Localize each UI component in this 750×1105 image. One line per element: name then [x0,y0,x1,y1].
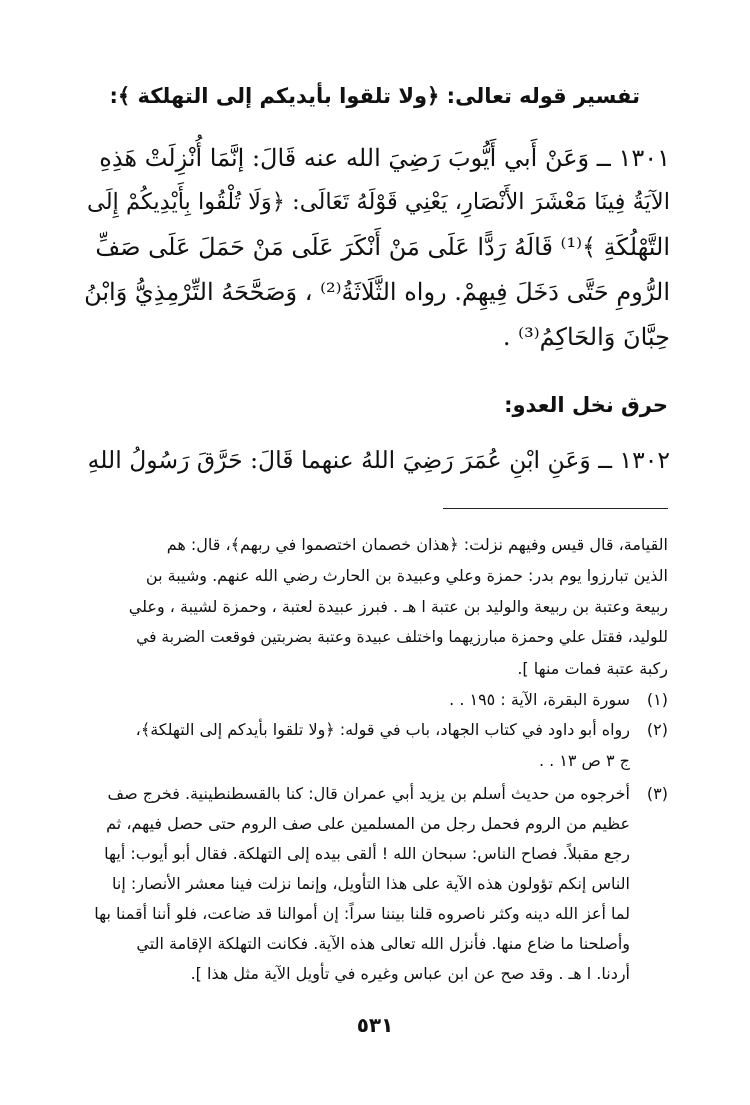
hadith-line: ١٣٠٢ ــ وَعَنِ ابْنِ عُمَرَ رَضِيَ اللهُ عنهما قَالَ: حَرَّقَ رَسُولُ اللهِ [87,446,670,474]
footnote-line: لما أعز الله دينه وكثر ناصروه قلنا بيننا سراً: إن أموالنا قد ضاعت، فلو أننا أقمنا بها [94,904,630,923]
section-heading: تفسير قوله تعالى: ﴿ولا تلقوا بأيديكم إلى التهلكة ﴾: [109,84,640,108]
footnote-line: الناس إنكم تؤولون هذه الآية على هذا التأويل، وإنما نزلت فينا معشر الأنصار: إنا [111,874,630,893]
footnote-number: (٢) [646,720,668,739]
footnote-line: رجع مقبلاً. فصاح الناس: سبحان الله ! ألقى بيده إلى التهلكة. فقال أبو أيوب: أيها [104,844,630,863]
footnote-item [78,720,668,780]
footnote-line: أردنا. ا هـ . وقد صح عن ابن عباس وغيره في تأويل الآية مثل هذا ]. [190,964,630,983]
footnote-line: وأصلحنا ما ضاع منها. فأنزل الله تعالى هذه الآية. فكانت التهلكة الإقامة التي [136,934,630,953]
page-number: ٥٣١ [356,1013,394,1037]
footnote-item [78,690,668,718]
footnote-separator [443,508,668,509]
section-heading: حرق نخل العدو: [504,393,668,417]
footnote-line: أخرجوه من حديث أسلم بن يزيد أبي عمران قال: كنا بالقسطنطينية. فخرج صف [107,784,630,803]
footnote-line: للوليد، فقتل علي وحمزة مبارزيهما واختلف عبيدة وعتبة بضربتين فوقعت الضربة في [136,628,668,646]
footnote-number: (١) [646,690,668,709]
footnote-line: عظيم من الروم فحمل رجل من المسلمين على صف الروم حتى حصل فيهم، ثم [106,814,630,833]
footnote-line: ركبة عتبة فمات منها ]. [517,659,668,678]
hadith-line: الآيَةُ فِينَا مَعْشَرَ الأَنْصَارِ، يَعْنِي قَوْلَهُ تَعَالَى: ﴿وَلَا تُلْقُوا بِأَيْدِيكُمْ إِلَى [86,189,670,215]
footnote-line: رواه أبو داود في كتاب الجهاد، باب في قوله: ﴿ولا تلقوا بأيدكم إلى التهلكة﴾، [135,720,630,739]
footnote-line: سورة البقرة، الآية : ١٩٥ . . [449,690,630,709]
footnote-line: ربيعة وعتبة بن ربيعة والوليد بن عتبة ا هـ . فبرز عبيدة لعتبة ، وحمزة لشيبة ، وعلي [128,597,668,616]
footnote-line: الذين تبارزوا يوم بدر: حمزة وعلي وعبيدة بن الحارث رضي الله عنهم. وشيبة بن [145,566,668,585]
footnote-line: القيامة، قال قيس وفيهم نزلت: ﴿هذان خصمان اختصموا في ربهم﴾، قال: هم [166,535,668,554]
footnote-number: (٣) [646,784,668,803]
hadith-line: التَّهْلُكَةِ ﴾⁽¹⁾ قَالَهُ رَدًّا عَلَى مَنْ أَنْكَرَ عَلَى مَنْ حَمَلَ عَلَى صَفِّ [95,233,670,261]
footnote-item [78,784,668,994]
footnote-line: ج ٣ ص ١٣ . . [538,751,630,770]
hadith-line: الرُّومِ حَتَّى دَخَلَ فِيهِمْ. رواه الثَّلَاثَةُ⁽²⁾ ، وَصَحَّحَهُ التِّرْمِذِيُّ وَابْنُ [84,278,670,306]
hadith-line: ١٣٠١ ــ وَعَنْ أَبي أَيُّوبَ رَضِيَ الله عنه قَالَ: إنَّمَا أُنْزِلَتْ هَذِهِ [99,144,670,172]
hadith-line: حِبَّانَ وَالحَاكِمُ⁽³⁾ . [502,323,670,351]
